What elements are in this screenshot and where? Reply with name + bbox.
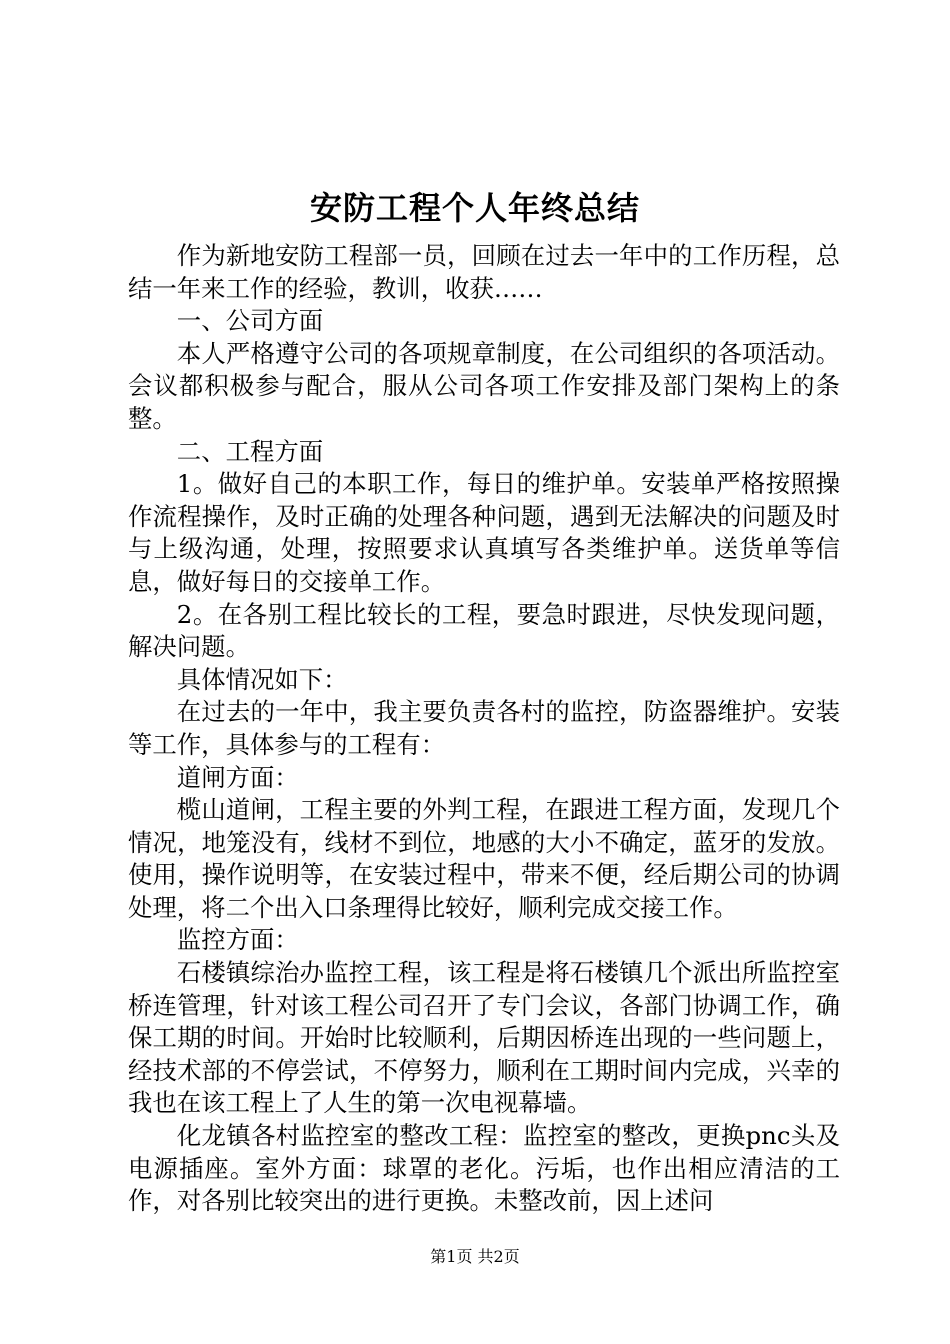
- paragraph-shilou-monitoring: 石楼镇综治办监控工程，该工程是将石楼镇几个派出所监控室桥连管理，针对该工程公司召开了专门会议，各部门协调工作，确保工期的时间。开始时比较顺利，后期因桥连出现的一些问题上，经技术部的不停尝试，不停努力，顺利在工期时间内完成，兴幸的我也在该工程上了人生的第一次电视幕墙。: [128, 958, 840, 1118]
- paragraph-item-1: 1。做好自己的本职工作，每日的维护单。安装单严格按照操作流程操作，及时正确的处理各种问题，遇到无法解决的问题及时与上级沟通，处理，按照要求认真填写各类维护单。送货单等信息，做好每日的交接单工作。: [128, 469, 840, 596]
- section-heading-engineering: 二、工程方面: [176, 436, 324, 466]
- paragraph-past-year: 在过去的一年中，我主要负责各村的监控，防盗器维护。安装等工作，具体参与的工程有：: [128, 697, 840, 759]
- document-title: 安防工程个人年终总结: [309, 189, 640, 227]
- subheading-monitoring: 监控方面：: [176, 925, 299, 955]
- page-footer: 第1页 共2页: [430, 1247, 520, 1266]
- paragraph-details-heading: 具体情况如下：: [176, 664, 348, 694]
- paragraph-intro: 作为新地安防工程部一员，回顾在过去一年中的工作历程，总结一年来工作的经验，教训，收获……: [128, 241, 840, 303]
- paragraph-item-2: 2。在各别工程比较长的工程，要急时跟进，尽快发现问题，解决问题。: [128, 599, 840, 662]
- paragraph-barrier-gate: 榄山道闸，工程主要的外判工程，在跟进工程方面，发现几个情况，地笼没有，线材不到位，地感的大小不确定，蓝牙的发放。使用，操作说明等，在安装过程中，带来不便，经后期公司的协调处理，将二个出入口条理得比较好，顺利完成交接工作。: [128, 795, 840, 922]
- document-body: [128, 240, 840, 1218]
- paragraph-company: 本人严格遵守公司的各项规章制度，在公司组织的各项活动。会议都积极参与配合，服从公司各项工作安排及部门架构上的条整。: [128, 338, 840, 433]
- subheading-barrier-gate: 道闸方面：: [176, 762, 299, 792]
- paragraph-hualong-monitoring: 化龙镇各村监控室的整改工程：监控室的整改，更换pnc头及电源插座。室外方面：球罩的老化。污垢，也作出相应清洁的工作，对各别比较突出的进行更换。未整改前，因上述问: [128, 1121, 840, 1216]
- section-heading-company: 一、公司方面: [176, 306, 324, 336]
